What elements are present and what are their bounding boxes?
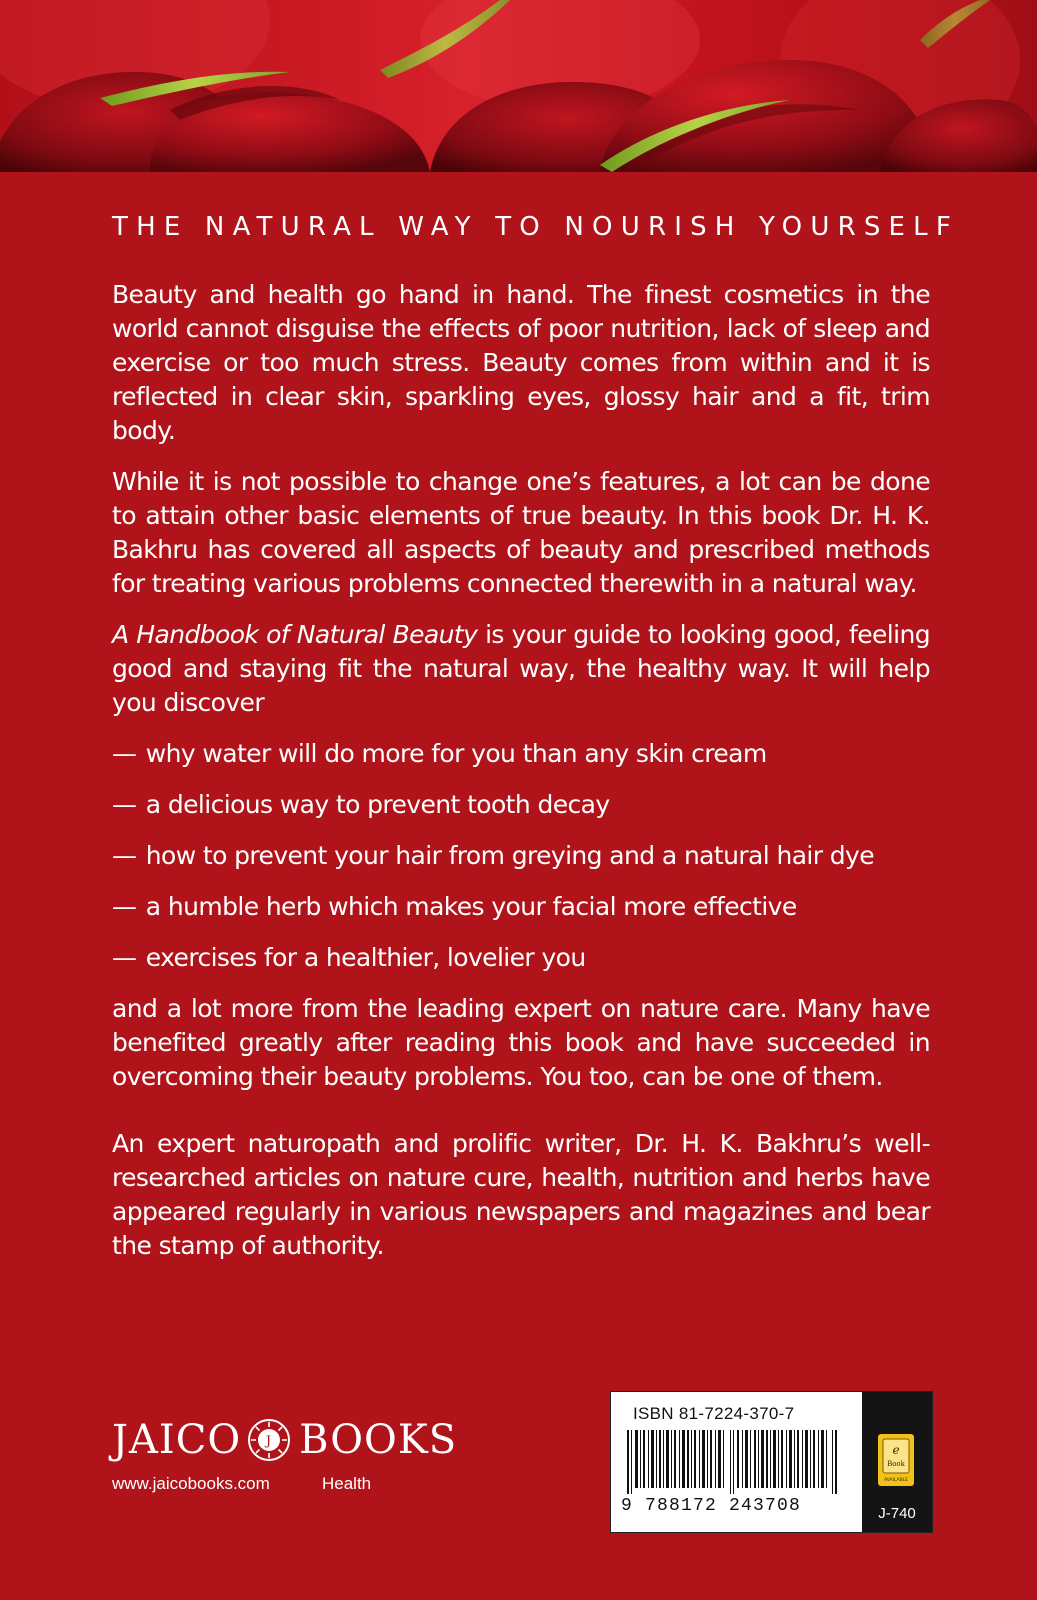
list-item: — a delicious way to prevent tooth decay: [112, 790, 610, 819]
dash-bullet: —: [112, 892, 137, 921]
publisher-logo: [112, 1418, 457, 1462]
paragraph-closing: and a lot more from the leading expert on nature care. Many have benefited greatly after reading this book and have succeeded in overcoming their beauty problems. You too, can be one of them.: [112, 994, 930, 1091]
publisher-block: [112, 1418, 457, 1494]
book-title: A Handbook of Natural Beauty: [112, 620, 478, 649]
ebook-e: e: [892, 1443, 900, 1457]
ebook-available-badge: [878, 1434, 914, 1486]
barcode-box: [610, 1391, 933, 1533]
author-bio: An expert naturopath and prolific writer, Dr. H. K. Bakhru’s well-researched articles on nature cure, health, nutrition and herbs have appeared regularly in various newspapers and magazines and bear the stamp of authority.: [112, 1129, 930, 1260]
list-item: — exercises for a healthier, lovelier you: [112, 943, 586, 972]
publisher-name-left: JAICO: [112, 1417, 242, 1463]
sun-emblem-icon: [247, 1418, 291, 1462]
ebook-panel: [862, 1392, 932, 1532]
rose-petal-banner: [0, 0, 1037, 172]
intro-text: is your guide to looking good, feeling good and staying fit the natural way, the healthy way. It will help you discover: [112, 620, 930, 717]
dash-bullet: —: [112, 841, 137, 870]
publisher-meta: [112, 1474, 457, 1494]
ebook-word: Book: [887, 1460, 905, 1468]
publisher-name-right: BOOKS: [299, 1417, 458, 1463]
list-item: — why water will do more for you than any skin cream: [112, 739, 767, 768]
tagline-heading: THE NATURAL WAY TO NOURISH YOURSELF: [112, 212, 960, 242]
paragraph-intro: [112, 618, 930, 720]
publisher-website: www.jaicobooks.com: [112, 1474, 270, 1493]
list-item: — how to prevent your hair from greying and a natural hair dye: [112, 841, 875, 870]
book-category: Health: [322, 1474, 372, 1493]
dash-bullet: —: [112, 790, 137, 819]
dash-bullet: —: [112, 943, 137, 972]
paragraph-features: While it is not possible to change one’s features, a lot can be done to attain other basic elements of true beauty. In this book Dr. H. K. Bakhru has covered all aspects of beauty and prescribed methods for treating various problems connected therewith in a natural way.: [112, 467, 930, 598]
barcode-bars: [627, 1430, 841, 1494]
discover-list: [112, 737, 930, 975]
rose-petal-image: [0, 0, 1037, 172]
isbn-label: ISBN 81-7224-370-7: [633, 1404, 795, 1423]
ebook-icon: [878, 1434, 914, 1486]
paragraph-beauty-health: Beauty and health go hand in hand. The finest cosmetics in the world cannot disguise the effects of poor nutrition, lack of sleep and exercise or too much stress. Beauty comes from within and it is reflected in clear skin, sparkling eyes, glossy hair and a fit, trim body.: [112, 280, 930, 445]
back-cover-text: [112, 210, 960, 1280]
ebook-available: AVAILABLE: [883, 1478, 909, 1483]
barcode-digits: 9 788172 243708: [621, 1496, 802, 1516]
catalog-code: J-740: [878, 1505, 916, 1522]
emblem-letter: J: [266, 1434, 273, 1449]
dash-bullet: —: [112, 739, 137, 768]
list-item: — a humble herb which makes your facial more effective: [112, 892, 797, 921]
